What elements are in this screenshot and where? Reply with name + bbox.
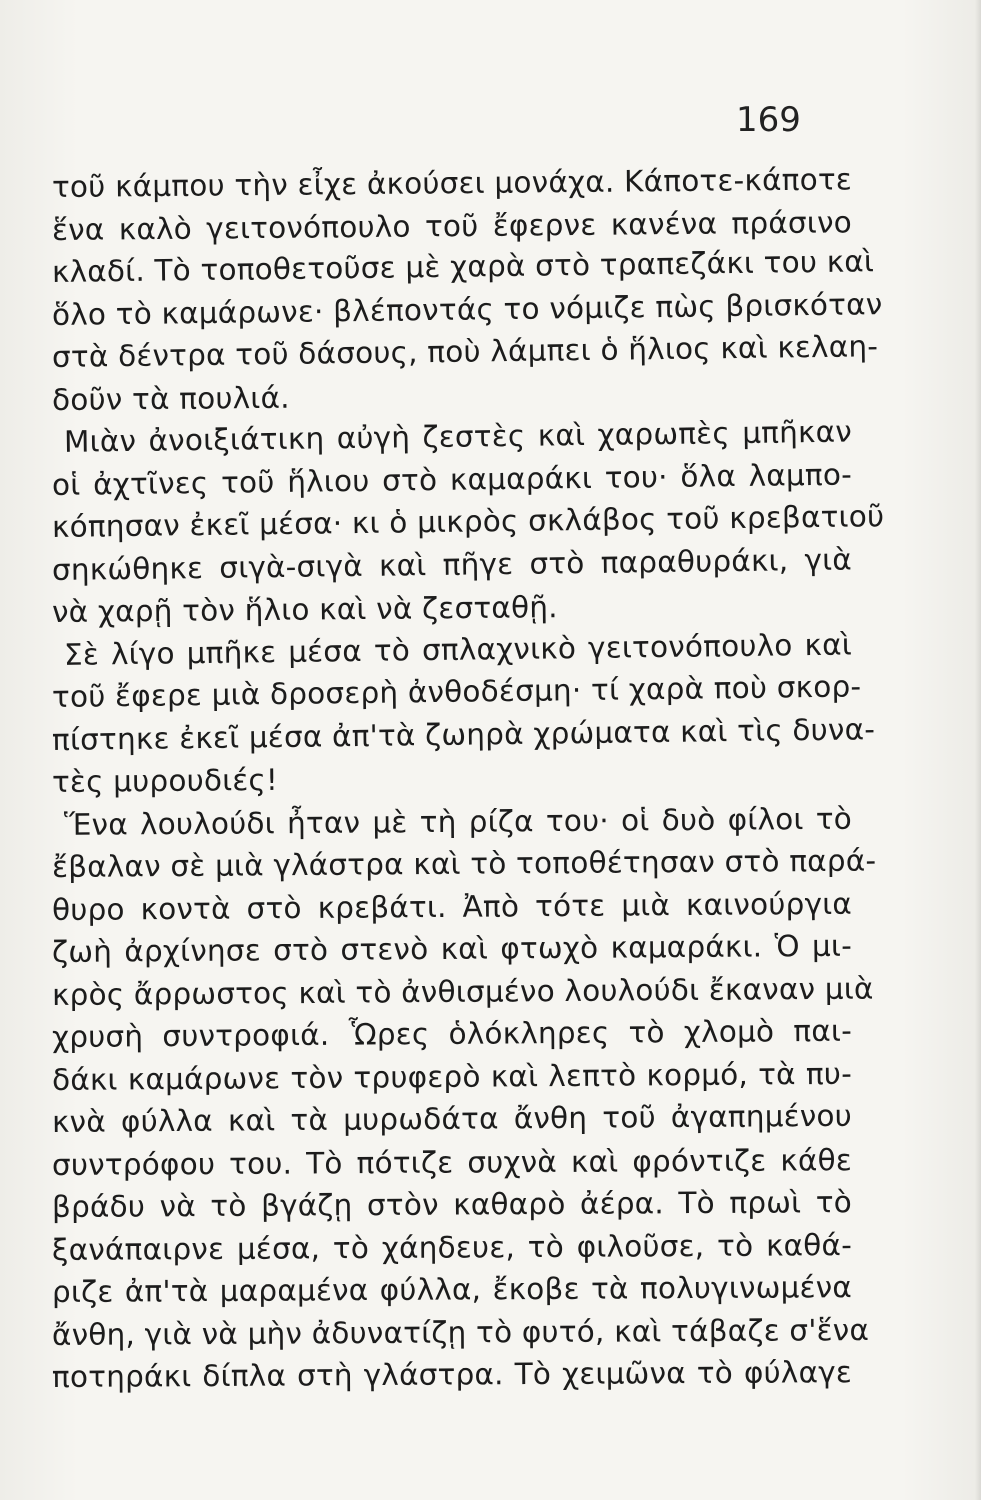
text-line: κλαδί. Τὸ τοποθετοῦσε μὲ χαρὰ στὸ τραπεζάκι του καὶ (51, 244, 875, 289)
text-line: Σὲ λίγο μπῆκε μέσα τὸ σπλαχνικὸ γειτονόπουλο καὶ (63, 627, 853, 672)
text-line: ζωὴ ἀρχίνησε στὸ στενὸ καὶ φτωχὸ καμαράκι. Ὁ μι- (51, 928, 853, 969)
text-line: κνὰ φύλλα καὶ τὰ μυρωδάτα ἄνθη τοῦ ἀγαπημένου (51, 1098, 853, 1139)
text-line: ξανάπαιρνε μέσα, τὸ χάηδευε, τὸ φιλοῦσε, τὸ καθά- (51, 1227, 853, 1267)
text-line: κόπησαν ἐκεῖ μέσα· κι ὁ μικρὸς σκλάβος τοῦ κρεβατιοῦ (51, 499, 885, 544)
text-line: ἕνα καλὸ γειτονόπουλο τοῦ ἔφερνε κανένα πράσινο (51, 204, 853, 247)
text-line: χρυσὴ συντροφιά. Ὧρες ὁλόκληρες τὸ χλομὸ παι- (51, 1013, 853, 1054)
text-line: συντρόφου του. Τὸ πότιζε συχνὰ καὶ φρόντιζε κάθε (51, 1142, 853, 1182)
text-line: ὅλο τὸ καμάρωνε· βλέποντάς το νόμιζε πὼς βρισκόταν (51, 286, 883, 332)
text-line: οἱ ἀχτῖνες τοῦ ἥλιου στὸ καμαράκι του· ὅλα λαμπο- (51, 457, 853, 502)
text-line: πίστηκε ἐκεῖ μέσα ἀπ'τὰ ζωηρὰ χρώματα καὶ τὶς δυνα- (51, 711, 876, 757)
text-line: κρὸς ἄρρωστος καὶ τὸ ἀνθισμένο λουλούδι ἔκαναν μιὰ (51, 971, 874, 1012)
text-line: ἄνθη, γιὰ νὰ μὴν ἀδυνατίζῃ τὸ φυτό, καὶ τάβαζε σ'ἕνα (51, 1312, 870, 1352)
text-line: ποτηράκι δίπλα στὴ γλάστρα. Τὸ χειμῶνα τὸ φύλαγε (51, 1355, 853, 1394)
text-line: σηκώθηκε σιγὰ-σιγὰ καὶ πῆγε στὸ παραθυράκι, γιὰ (51, 542, 853, 587)
text-line: στὰ δέντρα τοῦ δάσους, ποὺ λάμπει ὁ ἥλιος καὶ κελαη- (51, 329, 879, 374)
text-line: Μιὰν ἀνοιξιάτικη αὐγὴ ζεστὲς καὶ χαρωπὲς μπῆκαν (63, 414, 853, 459)
text-line: ἔβαλαν σὲ μιὰ γλάστρα καὶ τὸ τοποθέτησαν στὸ παρά- (51, 843, 877, 884)
text-line: τὲς μυρουδιές! (51, 762, 279, 799)
text-line: θυρο κοντὰ στὸ κρεβάτι. Ἀπὸ τότε μιὰ καινούργια (51, 886, 853, 927)
page-edge-shadow (975, 0, 981, 1500)
text-line: Ἕνα λουλούδι ἦταν μὲ τὴ ρίζα του· οἱ δυὸ φίλοι τὸ (63, 801, 853, 842)
text-line: βράδυ νὰ τὸ βγάζῃ στὸν καθαρὸ ἀέρα. Τὸ πρωὶ τὸ (51, 1185, 853, 1224)
text-line: τοῦ κάμπου τὴν εἶχε ἀκούσει μονάχα. Κάποτε-κάποτε (51, 162, 853, 204)
text-line: δοῦν τὰ πουλιά. (51, 380, 290, 417)
body-text (51, 162, 885, 1399)
text-line: ριζε ἀπ'τὰ μαραμένα φύλλα, ἔκοβε τὰ πολυγινωμένα (51, 1270, 853, 1309)
text-line: δάκι καμάρωνε τὸν τρυφερὸ καὶ λεπτὸ κορμό, τὰ πυ- (51, 1056, 853, 1097)
text-line: νὰ χαρῇ τὸν ἥλιο καὶ νὰ ζεσταθῇ. (51, 590, 558, 629)
text-line: τοῦ ἔφερε μιὰ δροσερὴ ἀνθοδέσμη· τί χαρὰ ποὺ σκορ- (51, 669, 862, 714)
page-number: 169 (736, 100, 801, 140)
